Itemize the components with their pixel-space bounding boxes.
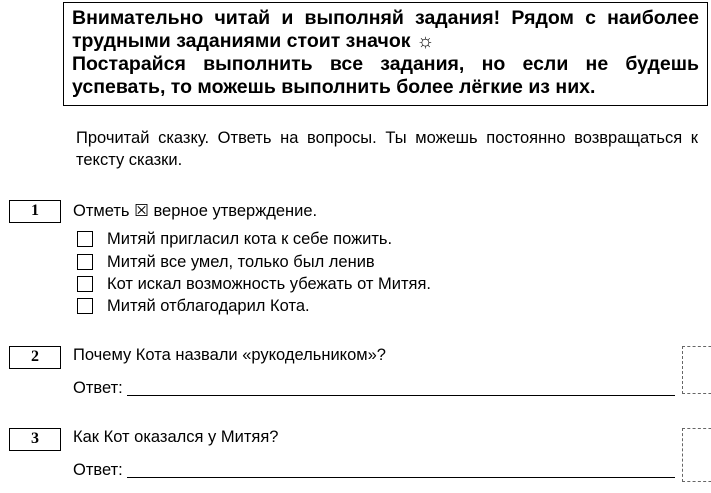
answer-label: Ответ: <box>73 379 123 397</box>
question-number-box: 1 <box>9 200 61 223</box>
question-number-box: 3 <box>9 428 61 451</box>
instructions-text: Внимательно читай и выполняй задания! Рядом с наиболее трудными заданиями стоит значок <box>72 7 699 52</box>
question-number-box: 2 <box>9 346 61 369</box>
checkbox[interactable] <box>77 276 93 292</box>
option-label: Митяй отблагодарил Кота. <box>107 297 310 315</box>
instructions-text-after: Постарайся выполнить все задания, но если не будешь успевать, то можешь выполнить более лёгкие из них. <box>72 53 699 98</box>
answer-option[interactable] <box>77 297 310 315</box>
score-box <box>682 428 711 482</box>
answer-line[interactable] <box>127 377 675 396</box>
question-text: Как Кот оказался у Митяя? <box>73 428 279 446</box>
option-label: Митяй пригласил кота к себе пожить. <box>107 230 393 248</box>
answer-row <box>73 377 675 399</box>
answer-option[interactable] <box>77 253 375 271</box>
question-text: Отметь ☒ верное утверждение. <box>73 202 318 220</box>
instructions-banner <box>63 2 708 106</box>
checkbox[interactable] <box>77 254 93 270</box>
option-label: Кот искал возможность убежать от Митяя. <box>107 275 431 293</box>
answer-row <box>73 459 675 481</box>
intro-text: Прочитай сказку. Ответь на вопросы. Ты можешь постоянно возвращаться к тексту сказки. <box>76 129 698 169</box>
difficulty-sun-icon: ☼ <box>416 30 435 52</box>
answer-option[interactable] <box>77 230 392 248</box>
question-text: Почему Кота назвали «рукодельником»? <box>73 346 386 364</box>
answer-line[interactable] <box>127 459 675 478</box>
score-box <box>682 346 711 394</box>
checkbox[interactable] <box>77 231 93 247</box>
option-label: Митяй все умел, только был ленив <box>107 253 375 271</box>
answer-label: Ответ: <box>73 461 123 479</box>
checkbox[interactable] <box>77 298 93 314</box>
answer-option[interactable] <box>77 275 431 293</box>
